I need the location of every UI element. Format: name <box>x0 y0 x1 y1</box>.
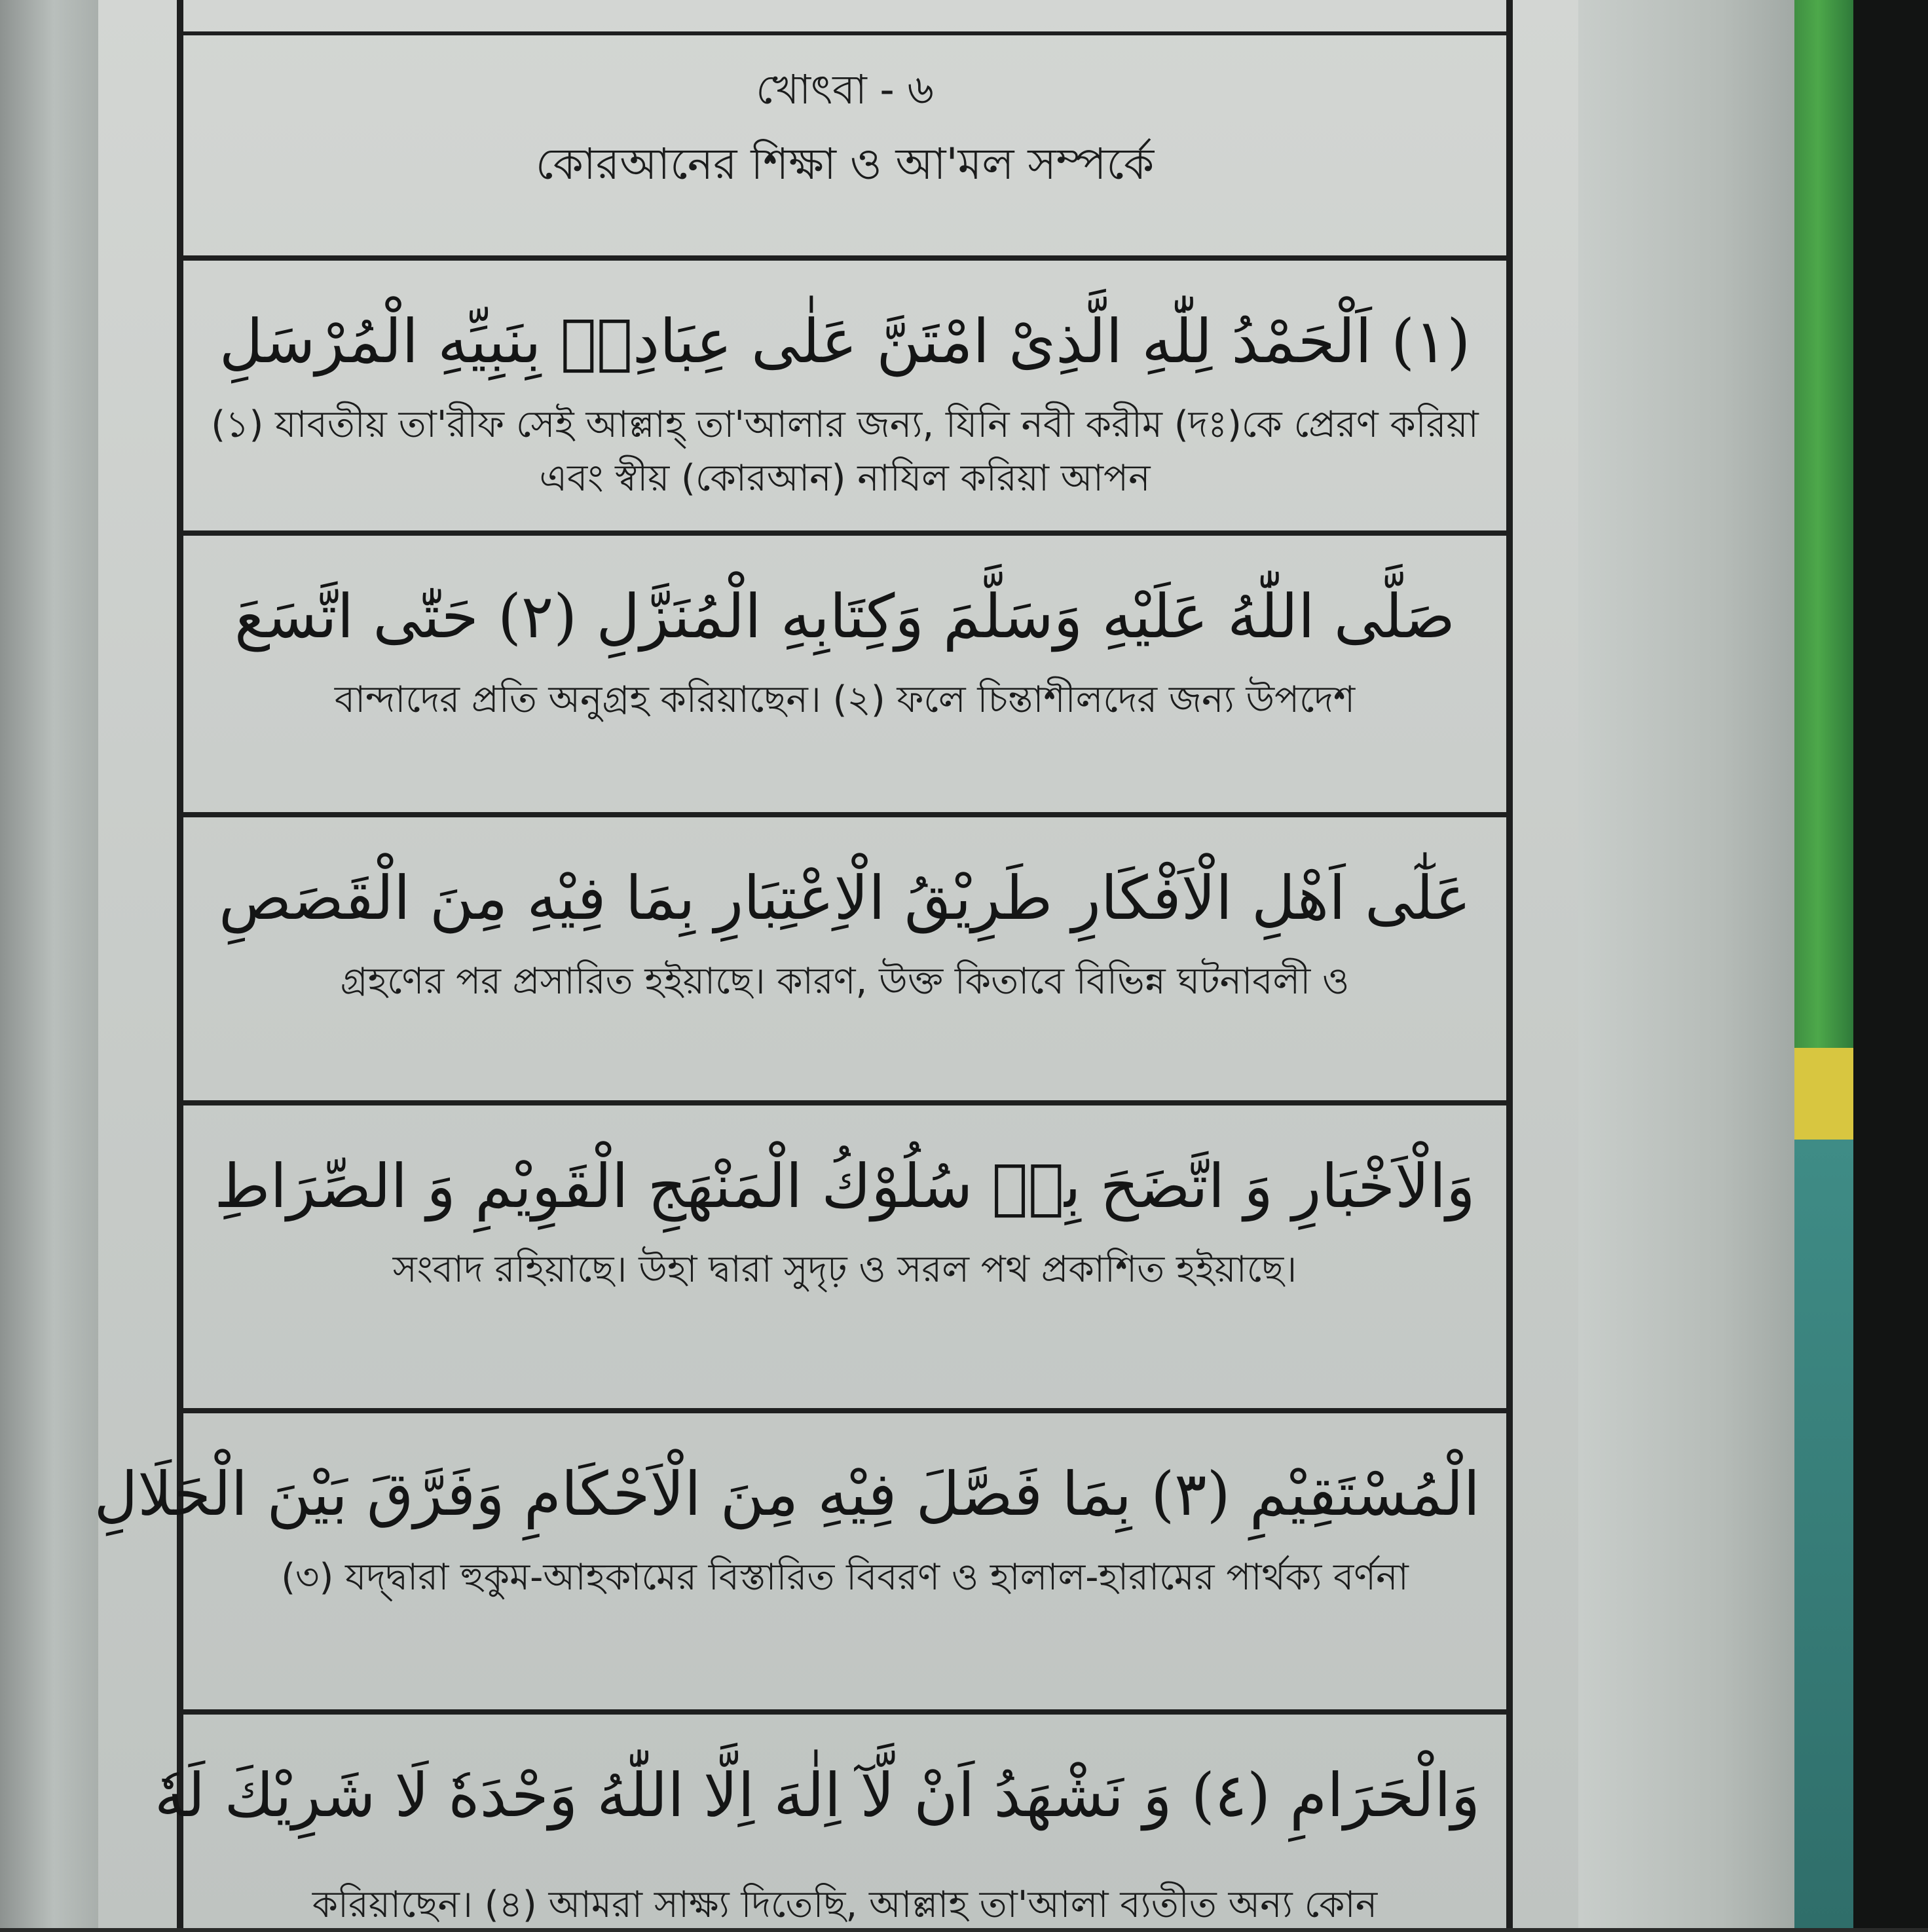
khutba-header <box>183 0 1506 255</box>
bangla-translation-1: (১) যাবতীয় তা'রীফ সেই আল্লাহ্ তা'আলার জন্য, যিনি নবী করীম (দঃ)কে প্রেরণ করিয়া এবং স্বীয় (কোরআন) নাযিল করিয়া আপন <box>211 403 1479 500</box>
cover-stripe-yellow <box>1794 1048 1853 1140</box>
verse-section-5 <box>94 1408 1506 1709</box>
bangla-translation-4: সংবাদ রহিয়াছে। উহা দ্বারা সুদৃঢ় ও সরল পথ প্রকাশিত হইয়াছে। <box>392 1248 1297 1291</box>
khutba-number: খোৎবা - ৬ <box>756 65 934 113</box>
dark-background <box>1853 0 1928 1928</box>
khutba-subject: কোরআনের শিক্ষা ও আ'মল সম্পর্কে <box>535 139 1155 189</box>
arabic-line-5: الْمُسْتَقِيْمِ (٣) بِمَا فَصَّلَ فِيْهِ مِنَ الْاَحْكَامِ وَفَرَّقَ بَيْنَ الْحَلَالِ <box>94 1459 1480 1529</box>
bangla-translation-3: গ্রহণের পর প্রসারিত হইয়াছে। কারণ, উক্ত কিতাবে বিভিন্ন ঘটনাবলী ও <box>340 960 1350 1003</box>
adjacent-page-right <box>1572 0 1821 1928</box>
verse-section-3 <box>183 812 1506 1100</box>
header-top-rule <box>183 31 1506 35</box>
bangla-translation-5: (৩) যদ্দ্বারা হুকুম-আহকামের বিস্তারিত বিবরণ ও হালাল-হারামের পার্থক্য বর্ণনা <box>281 1556 1409 1599</box>
verse-section-2 <box>183 530 1506 812</box>
arabic-line-4: وَالْاَخْبَارِ وَ اتَّضَحَ بِهٖ سُلُوْكُ الْمَنْهَجِ الْقَوِيْمِ وَ الصِّرَاطِ <box>214 1151 1475 1221</box>
book-page <box>94 0 1578 1928</box>
book-cover-edge <box>1794 0 1853 1928</box>
arabic-line-6: وَالْحَرَامِ (٤) وَ نَشْهَدُ اَنْ لَّآ اِلٰهَ اِلَّا اللّٰهُ وَحْدَهٗ لَا شَرِيْكَ لَهٗ <box>154 1760 1480 1830</box>
arabic-line-3: عَلٰٓى اَهْلِ الْاَفْكَارِ طَرِيْقُ الْاِعْتِبَارِ بِمَا فِيْهِ مِنَ الْقَصَصِ <box>218 863 1472 933</box>
bangla-translation-2: বান্দাদের প্রতি অনুগ্রহ করিয়াছেন। (২) ফলে চিন্তাশীলদের জন্য উপদেশ <box>334 678 1356 721</box>
bangla-translation-6: করিয়াছেন। (৪) আমরা সাক্ষ্য দিতেছি, আল্লাহ তা'আলা ব্যতীত অন্য কোন <box>312 1884 1378 1926</box>
adjacent-page-left <box>0 0 98 1928</box>
page-border-frame <box>94 0 1513 1928</box>
verse-section-1 <box>183 255 1506 530</box>
cover-stripe-teal <box>1794 1140 1853 1928</box>
verse-section-4 <box>183 1100 1506 1408</box>
arabic-line-2: صَلَّى اللّٰهُ عَلَيْهِ وَسَلَّمَ وَكِتَابِهِ الْمُنَزَّلِ (٢) حَتّٰى اتَّسَعَ <box>234 582 1456 652</box>
verse-section-6 <box>154 1709 1506 1928</box>
arabic-line-1: (١) اَلْحَمْدُ لِلّٰهِ الَّذِىْ امْتَنَّ عَلٰى عِبَادِهٖ بِنَبِيِّهِ الْمُرْسَلِ <box>219 307 1471 377</box>
